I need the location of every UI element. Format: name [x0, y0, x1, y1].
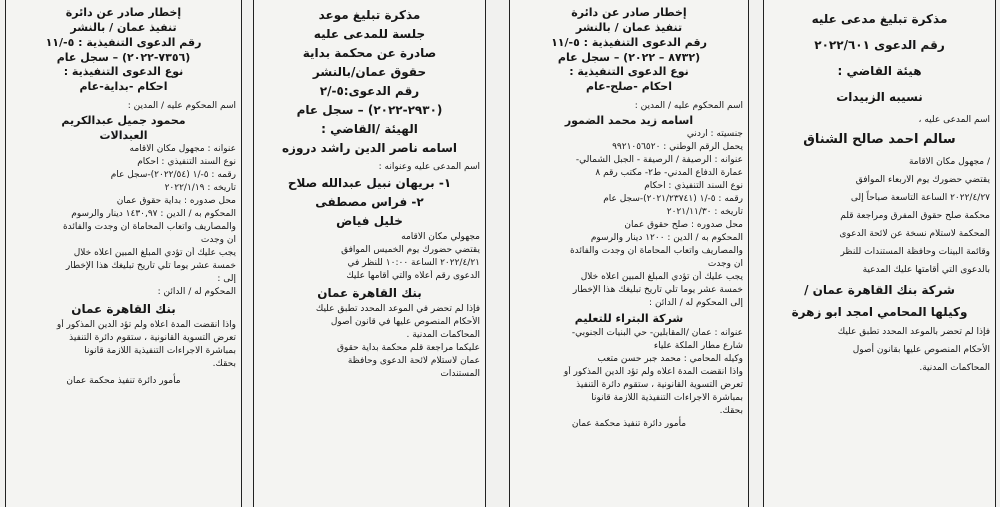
- text-line: محل صدوره : صلح حقوق عمان: [624, 220, 743, 231]
- title-line: نوع الدعوى التنفيذية :: [569, 65, 689, 79]
- plaintiff-name: بنك القاهرة عمان: [317, 286, 422, 300]
- text-line: المحكمة لاستلام نسخة عن لائحة الدعوى: [839, 229, 990, 239]
- text-line: عنوانه : مجهول مكان الاقامه: [129, 144, 236, 155]
- title-line: احكام -صلح-عام: [585, 80, 672, 94]
- title-line: رقم الدعوى التنفيذية : ٥-/١١: [45, 35, 202, 49]
- text-line: تعرض التسوية القانونية ، ستقوم دائرة التنفيذ: [69, 333, 236, 344]
- title-line: حقوق عمان/بالنشر: [312, 65, 427, 79]
- notice-body: [259, 231, 480, 283]
- text-line: المحاكمات المدنية .: [406, 330, 480, 340]
- text-line: والمصاريف واتعاب المحاماة ان وجدت والفائدة: [62, 222, 236, 233]
- text-line: رقمه : ٥-/١ (٢٠٢١/٢٣٧٤١)-سجل عام: [603, 194, 743, 205]
- notice-title: [11, 6, 236, 95]
- text-line: يقتضي حضورك يوم الاربعاء الموافق: [855, 175, 990, 185]
- title-line: تنفيذ عمان / بالنشر: [575, 20, 683, 34]
- text-line: يجب عليك أن تؤدي المبلغ المبين اعلاه خلال: [580, 272, 743, 283]
- text-line: رقمه : ٥-/١ (٢٠٢٢/٥٤)-سجل عام: [110, 170, 236, 181]
- text-line: الأحكام المنصوص عليها في قانون أصول: [330, 317, 480, 327]
- text-line: بالدعوى التي أقامتها عليك المدعية: [862, 265, 990, 275]
- plaintiff-line: وكيلها المحامي امجد ابو زهرة: [791, 305, 968, 319]
- notice-column-1: [5, 0, 242, 507]
- notice-footer: مأمور دائرة تنفيذ محكمة عمان: [66, 376, 181, 387]
- title-line: مذكرة تبليغ مدعى عليه: [811, 12, 948, 26]
- text-line: مجهولي مكان الاقامه: [401, 232, 480, 242]
- text-line: تاريخه : ٢٠٢٢/١/١٩: [164, 183, 236, 194]
- text-line: ان وجدت: [200, 235, 236, 246]
- notice-footer: مأمور دائرة تنفيذ محكمة عمان: [571, 419, 687, 430]
- notice-body-2: [515, 327, 743, 418]
- defendant-name: سالم احمد صالح الشناق: [803, 132, 956, 147]
- title-line: صادرة عن محكمة بداية: [302, 46, 437, 60]
- notice-body-2: [769, 323, 990, 377]
- notice-column-2: [253, 0, 486, 507]
- notice-title: [259, 6, 480, 158]
- text-line: إلى المحكوم له / الدائن :: [649, 298, 743, 309]
- text-line: واذا انقضت المدة اعلاه ولم تؤد الدين المذكور أو: [56, 320, 236, 331]
- text-line: نوع السند التنفيذي : احكام: [137, 157, 236, 168]
- name-line: العبدالات: [99, 129, 148, 143]
- text-line: ان وجدت: [707, 259, 743, 270]
- text-line: جنسيته : اردني: [686, 129, 743, 140]
- notice-body-2: [259, 303, 480, 381]
- text-line: والمصاريف واتعاب المحاماة ان وجدت والفائدة: [569, 246, 743, 257]
- title-line: جلسة للمدعى عليه: [313, 27, 426, 41]
- title-line: نوع الدعوى التنفيذية :: [63, 65, 184, 79]
- defendant-names: [259, 174, 480, 231]
- notice-title: [515, 6, 743, 95]
- debtor-label: اسم المحكوم عليه / المدين :: [634, 101, 743, 112]
- text-line: المحكوم له / الدائن :: [157, 287, 236, 298]
- notice-title: [769, 6, 990, 110]
- text-line: المستندات: [440, 369, 480, 379]
- defendant-line: ٢- فراس مصطفى: [315, 195, 424, 209]
- text-line: يحمل الرقم الوطني : ٩٩٢١٠٥٦٥٢٠: [612, 142, 743, 153]
- text-line: عمارة الدفاع المدني- ط٢- مكتب رقم ٨: [595, 168, 743, 179]
- title-line: احكام -بداية-عام: [79, 80, 168, 94]
- defendant-line: ١- بريهان نبيل عبدالله صلاح: [287, 176, 452, 190]
- title-line: إخطار صادر عن دائرة: [571, 6, 687, 19]
- text-line: عليكما مراجعة قلم محكمة بداية حقوق: [336, 343, 480, 353]
- creditor-name: شركة البتراء للتعليم: [574, 312, 684, 326]
- defendant-line: خليل فياض: [336, 214, 403, 228]
- name-line: محمود جميل عبدالكريم: [61, 114, 186, 128]
- notice-body: [515, 128, 743, 310]
- title-line: هيئة القاضي :: [837, 64, 922, 78]
- text-line: بمباشرة الاجراءات التنفيذية اللازمة قانونا: [84, 346, 236, 357]
- title-line: مذكرة تبليغ موعد: [318, 8, 421, 22]
- text-line: بحقك.: [719, 406, 743, 417]
- text-line: ٢٠٢٢/٤/٢١ الساعة ١٠:٠٠ للنظر في: [347, 258, 480, 268]
- title-line: تنفيذ عمان / بالنشر: [70, 20, 177, 34]
- title-line: (٨٧٣٢ – ٢٠٢٢) – سجل عام: [557, 50, 701, 64]
- text-line: شارع مطار الملكة علياء: [653, 341, 743, 352]
- text-line: الدعوى رقم أعلاه والتي أقامها عليك: [346, 271, 480, 281]
- text-line: إلى :: [217, 274, 236, 285]
- defendant-label: اسم المدعى عليه وعنوانه :: [378, 162, 480, 172]
- title-line: رقم الدعوى:٥-/٢: [319, 84, 420, 98]
- title-line: إخطار صادر عن دائرة: [65, 6, 182, 19]
- text-line: تعرض التسوية القانونية ، ستقوم دائرة التنفيذ: [576, 380, 743, 391]
- debtor-label: اسم المحكوم عليه / المدين :: [127, 101, 236, 112]
- text-line: / مجهول مكان الاقامة: [908, 157, 990, 167]
- text-line: عنوانه : عمان /المقابلين- حي البنيات الجنوبي-: [571, 328, 743, 339]
- text-line: واذا انقضت المدة اعلاه ولم تؤد الدين المذكور أو: [563, 367, 743, 378]
- title-line: (٢٩٣٠-٢٠٢٢) – سجل عام: [296, 103, 443, 117]
- defendant-label: اسم المدعى عليه ،: [918, 115, 990, 125]
- text-line: محل صدوره : بداية حقوق عمان: [116, 196, 236, 207]
- text-line: خمسة عشر يوما تلي تاريخ تبليغك هذا الإخطار: [572, 285, 743, 296]
- text-line: عمان لاستلام لائحة الدعوى وحافظة: [347, 356, 480, 366]
- title-line: (٧٣٥٦-٢٠٢٢) – سجل عام: [56, 50, 191, 64]
- text-line: نوع السند التنفيذي : احكام: [644, 181, 743, 192]
- notice-body-2: [11, 319, 236, 371]
- debtor-name: اسامه زيد محمد الضمور: [564, 114, 694, 128]
- text-line: محكمة صلح حقوق المفرق ومراجعة قلم: [840, 211, 990, 221]
- text-line: الأحكام المنصوص عليها بقانون أصول: [852, 345, 990, 355]
- notice-column-4: [763, 0, 996, 507]
- notice-body: [11, 143, 236, 299]
- plaintiff-name: [769, 279, 990, 323]
- title-line: نسيبه الزبيدات: [836, 90, 923, 104]
- title-line: رقم الدعوى التنفيذية : ٥-/١١: [551, 35, 707, 49]
- title-line: الهيئة /القاضي :: [321, 122, 418, 136]
- text-line: وكيله المحامي : محمد جبر حسن متعب: [597, 354, 743, 365]
- text-line: المحكوم به / الدين : ١٤٣٠,٩٧ دينار والرسوم: [71, 209, 236, 220]
- notice-body: [769, 153, 990, 279]
- text-line: المحكوم به / الدين : ١٢٠٠ دينار والرسوم: [590, 233, 743, 244]
- text-line: خمسة عشر يوما تلي تاريخ تبليغك هذا الإخطار: [65, 261, 236, 272]
- title-line: رقم الدعوى ٢٠٢٢/٦٠١: [814, 38, 945, 52]
- text-line: وقائمة البينات وحافظة المستندات للنظر: [840, 247, 990, 257]
- text-line: يجب عليك أن تؤدي المبلغ المبين اعلاه خلال: [73, 248, 236, 259]
- creditor-name: بنك القاهرة عمان: [71, 302, 176, 317]
- notice-column-3: [509, 0, 749, 507]
- text-line: بمباشرة الاجراءات التنفيذية اللازمة قانونا: [591, 393, 743, 404]
- text-line: تاريخه : ٢٠٢١/١١/٣٠: [666, 207, 743, 218]
- title-line: اسامه ناصر الدين راشد دروزه: [281, 141, 458, 155]
- text-line: المحاكمات المدنية.: [919, 363, 990, 373]
- text-line: فإذا لم تحضر بالموعد المحدد تطبق عليك: [837, 327, 990, 337]
- text-line: بحقك.: [212, 359, 236, 370]
- plaintiff-line: شركة بنك القاهرة عمان /: [804, 283, 955, 297]
- text-line: يقتضي حضورك يوم الخميس الموافق: [341, 245, 480, 255]
- text-line: ٢٠٢٢/٤/٢٧ الساعة التاسعة صباحاً إلى: [850, 193, 990, 203]
- text-line: فإذا لم تحضر في الموعد المحدد تطبق عليك: [315, 304, 480, 314]
- text-line: عنوانه : الرصيفة / الرصيفة - الجبل الشمالي-: [575, 155, 743, 166]
- debtor-name: [11, 113, 236, 143]
